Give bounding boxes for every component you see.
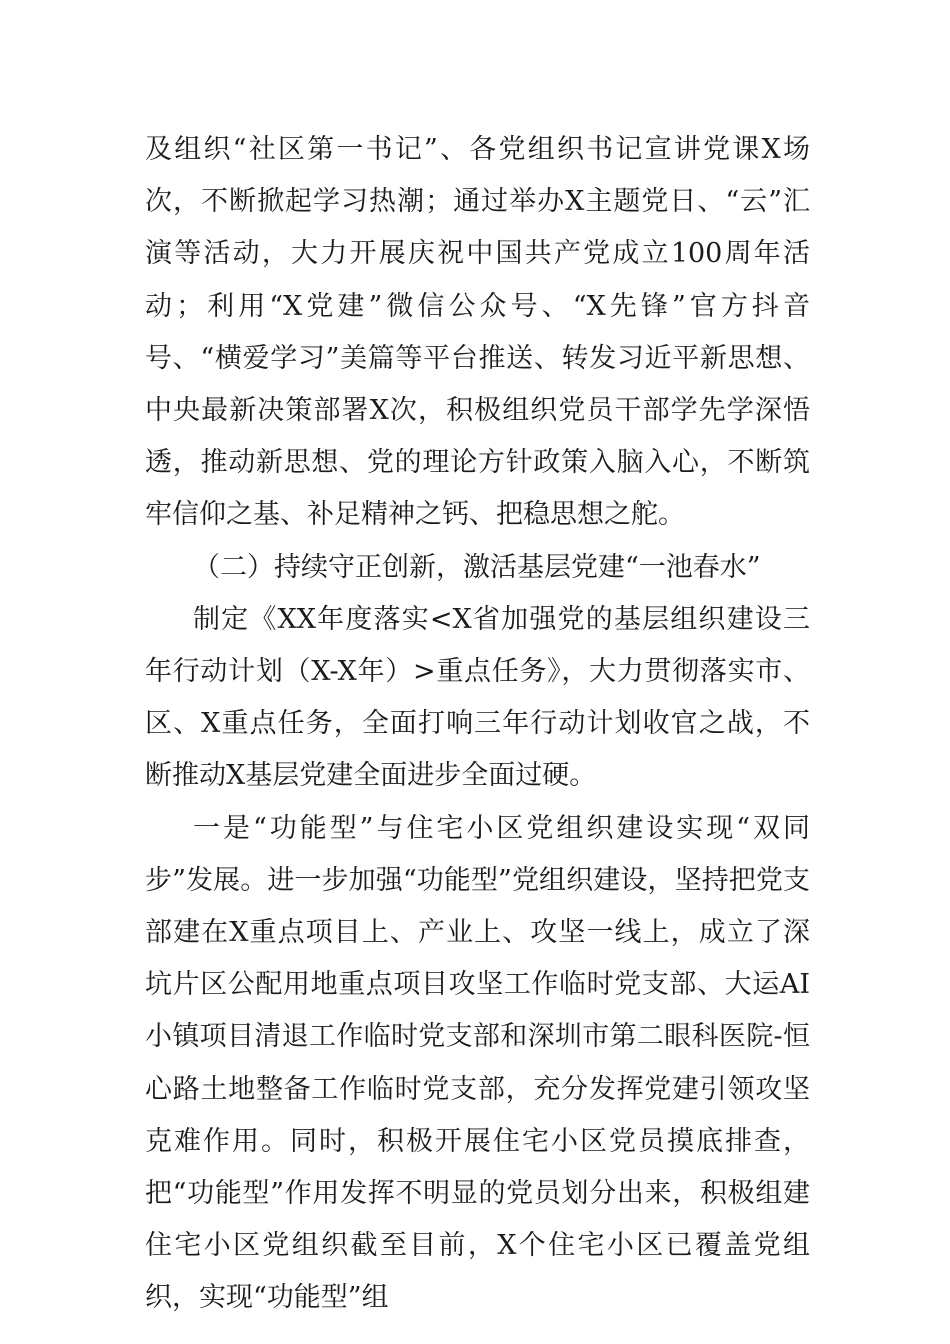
paragraph: 一是“功能型”与住宅小区党组织建设实现“双同步”发展。进一步加强“功能型”党组织建设，坚持把党支部建在X重点项目上、产业上、攻坚一线上，成立了深坑片区公配用地重点项目攻坚工作临时党支部、大运AI小镇项目清退工作临时党支部和深圳市第二眼科医院-恒心路土地整备工作临时党支部，充分发挥党建引领攻坚克难作用。同时，积极开展住宅小区党员摸底排查，把“功能型”作用发挥不明显的党员划分出来，积极组建住宅小区党组织截至目前，X个住宅小区已覆盖党组织，实现“功能型”组 (145, 812, 810, 1314)
paragraph: 制定《XX年度落实<X省加强党的基层组织建设三年行动计划（X-X年）>重点任务》，大力贯彻落实市、区、X重点任务，全面打响三年行动计划收官之战，不断推动X基层党建全面进步全面过硬。 (145, 603, 810, 792)
document-body (145, 124, 810, 1325)
section-heading: （二）持续守正创新，激活基层党建“一池春水” (193, 551, 761, 583)
paragraph-continued: 及组织“社区第一书记”、各党组织书记宣讲党课X场次，不断掀起学习热潮；通过举办X主题党日、“云”汇演等活动，大力开展庆祝中国共产党成立100周年活动；利用“X党建”微信公众号、“X先锋”官方抖音号、“横爱学习”美篇等平台推送、转发习近平新思想、中央最新决策部署X次，积极组织党员干部学先学深悟透，推动新思想、党的理论方针政策入脑入心，不断筑牢信仰之基、补足精神之钙、把稳思想之舵。 (145, 134, 810, 531)
